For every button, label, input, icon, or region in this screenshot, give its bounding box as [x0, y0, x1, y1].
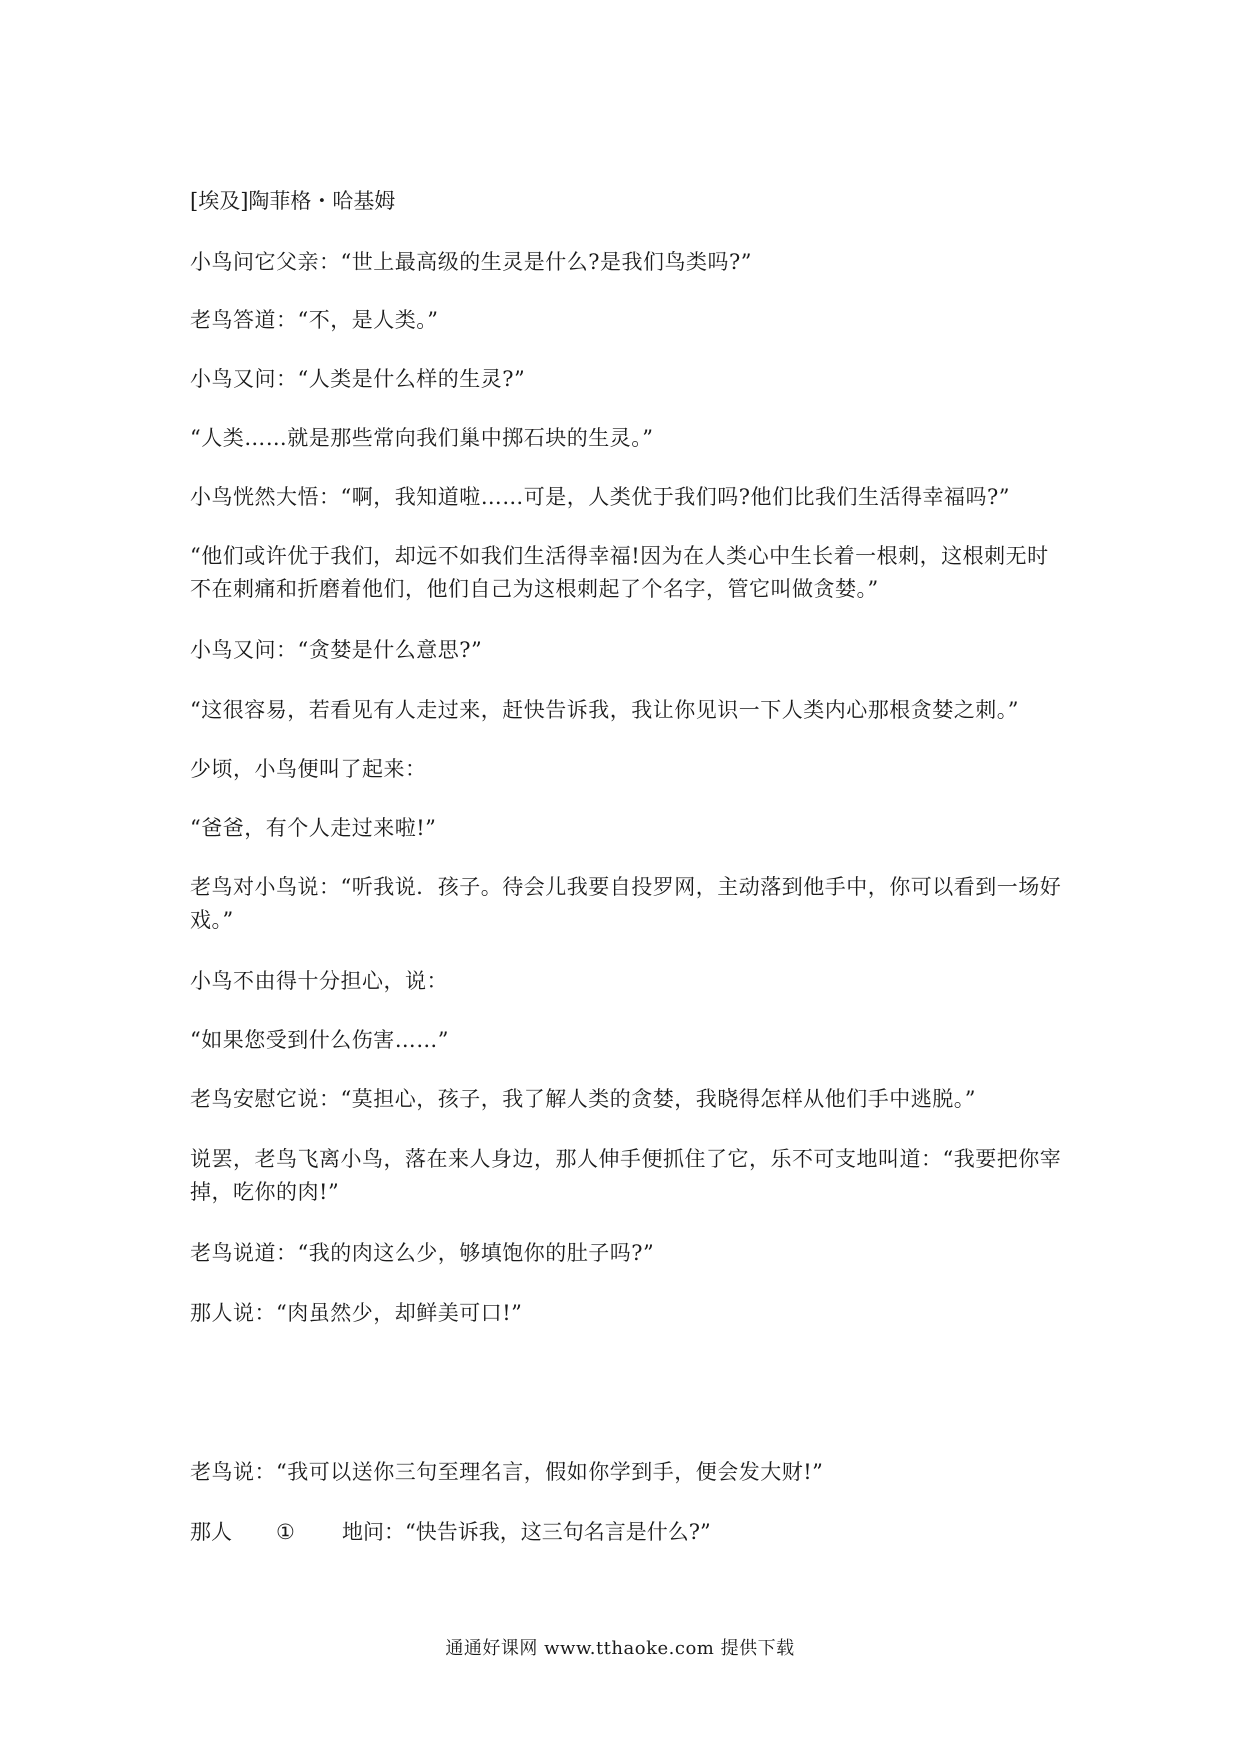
blank-line-lead: 那人	[190, 1520, 232, 1544]
paragraph: 那人说：“肉虽然少，却鲜美可口!”	[190, 1301, 523, 1325]
paragraph: 小鸟又问：“人类是什么样的生灵?”	[190, 367, 526, 391]
paragraph: 老鸟安慰它说：“莫担心，孩子，我了解人类的贪婪，我晓得怎样从他们手中逃脱。”	[190, 1087, 976, 1111]
paragraph: 老鸟说道：“我的肉这么少，够填饱你的肚子吗?”	[190, 1241, 655, 1265]
paragraph: 老鸟答道：“不，是人类。”	[190, 308, 439, 332]
paragraph: “人类……就是那些常向我们巢中掷石块的生灵。”	[190, 426, 654, 450]
paragraph: 老鸟对小鸟说：“听我说．孩子。待会儿我要自投罗网，主动落到他手中，你可以看到一场好戏。”	[190, 875, 1062, 932]
page-footer: 通通好课网 www.tthaoke.com 提供下载	[445, 1638, 795, 1659]
paragraph: 小鸟又问：“贪婪是什么意思?”	[190, 638, 483, 662]
paragraph: 小鸟问它父亲：“世上最高级的生灵是什么?是我们鸟类吗?”	[190, 250, 752, 274]
paragraph: “这很容易，若看见有人走过来，赶快告诉我，我让你见识一下人类内心那根贪婪之刺。”	[190, 698, 1019, 722]
blank-line-rest: 地问：“快告诉我，这三句名言是什么?”	[342, 1520, 711, 1544]
paragraph: 老鸟说：“我可以送你三句至理名言，假如你学到手，便会发大财!”	[190, 1460, 824, 1484]
paragraph: “他们或许优于我们，却远不如我们生活得幸福!因为在人类心中生长着一根刺，这根刺无时不在刺痛和折磨着他们，他们自己为这根刺起了个名字，管它叫做贪婪。”	[190, 544, 1049, 601]
paragraph: 小鸟不由得十分担心，说：	[190, 969, 448, 993]
paragraph: 小鸟恍然大悟：“啊，我知道啦……可是，人类优于我们吗?他们比我们生活得幸福吗?”	[190, 485, 1010, 509]
paragraph: “如果您受到什么伤害……”	[190, 1028, 449, 1052]
paragraph: 少顷，小鸟便叫了起来：	[190, 757, 427, 781]
fill-in-blank-line	[190, 1516, 711, 1549]
paragraph: 说罢，老鸟飞离小鸟，落在来人身边，那人伸手便抓住了它，乐不可支地叫道：“我要把你宰掉，吃你的肉!”	[190, 1147, 1062, 1204]
author-line: [埃及]陶菲格・哈基姆	[190, 189, 396, 213]
blank-marker: ①	[276, 1520, 295, 1544]
paragraph: “爸爸，有个人走过来啦!”	[190, 816, 437, 840]
